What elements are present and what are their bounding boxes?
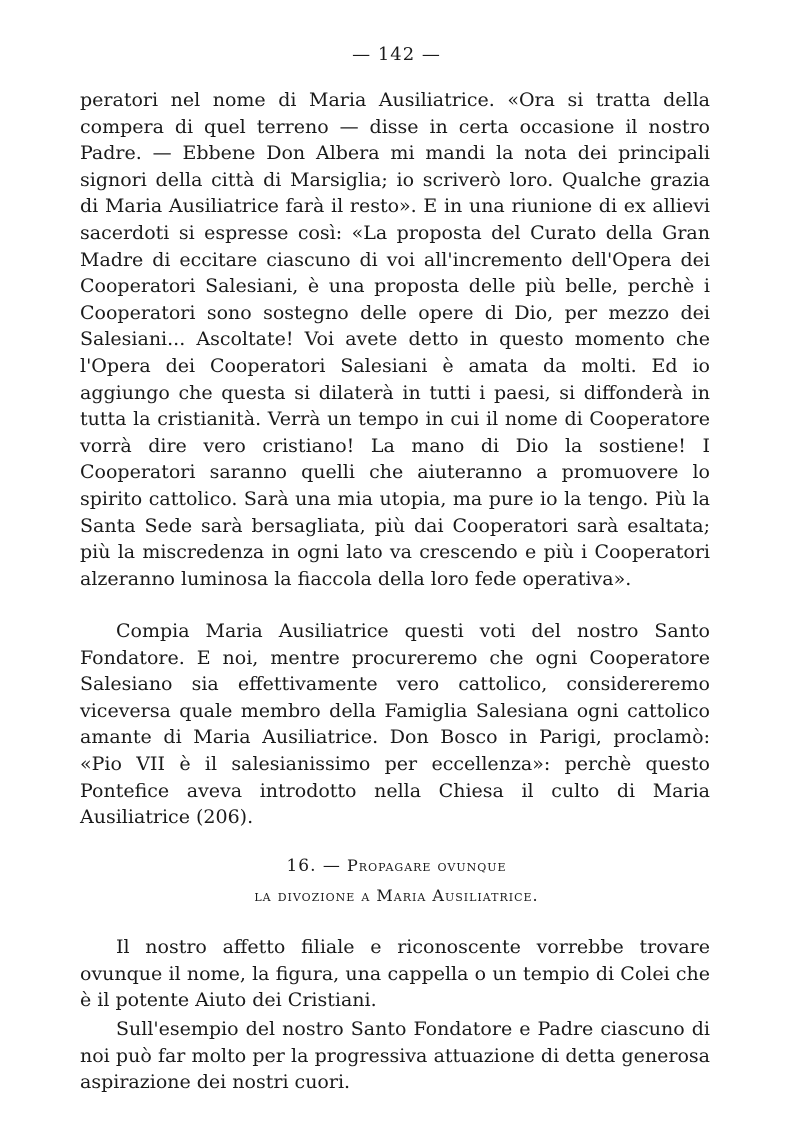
- paragraph-compia: [80, 618, 710, 831]
- page-number: — 142 —: [352, 44, 441, 65]
- section-heading-line-1: [0, 856, 793, 876]
- section-title-part-1: Propagare ovunque: [347, 856, 507, 875]
- paragraph-text: Compia Maria Ausiliatrice questi voti del nostro Santo Fondatore. E noi, mentre procureremo che ogni Cooperatore Salesiano sia effettivamente vero cattolico, considereremo viceversa quale membro della Famiglia Salesiana ogni cattolico amante di Maria Ausiliatrice. Don Bosco in Parigi, proclamò: «Pio VII è il salesianissimo per eccellenza»: perchè questo Pontefice aveva introdotto nella Chiesa il culto di Maria Ausiliatrice (206).: [80, 620, 710, 829]
- paragraph-esempio: [80, 1016, 710, 1096]
- paragraph-text: peratori nel nome di Maria Ausiliatrice. «Ora si tratta della compera di quel terreno — disse in certa occasione il nostro Padre. — Ebbene Don Albera mi mandi la nota dei principali signori della città di Marsiglia; io scriverò loro. Qualche grazia di Maria Ausiliatrice farà il resto». E in una riunione di ex allievi sacerdoti si espresse così: «La proposta del Curato della Gran Madre di eccitare ciascuno di voi all'incremento dell'Opera dei Cooperatori Salesiani, è una proposta delle più belle, perchè i Cooperatori sono sostegno delle opere di Dio, per mezzo dei Salesiani... Ascoltate! Voi avete detto in questo momento che l'Opera dei Cooperatori Salesiani è amata da molti. Ed io aggiungo che questa si dilaterà in tutti i paesi, si diffonderà in tutta la cristianità. Verrà un tempo in cui il nome di Cooperatore vorrà dire vero cristiano! La mano di Dio la sostiene! I Cooperatori saranno quelli che aiuteranno a promuovere lo spirito cattolico. Sarà una mia utopia, ma pure io la tengo. Più la Santa Sede sarà bersagliata, più dai Cooperatori sarà esaltata; più la miscredenza in ogni lato va crescendo e più i Cooperatori alzeranno luminosa la fiaccola della loro fede operativa».: [80, 89, 710, 590]
- paragraph-text: Sull'esempio del nostro Santo Fondatore e Padre ciascuno di noi può far molto per la progressiva attuazione di detta generosa aspirazione dei nostri cuori.: [80, 1018, 710, 1094]
- paragraph-continuation: [80, 87, 710, 592]
- paragraph-text: Il nostro affetto filiale e riconoscente vorrebbe trovare ovunque il nome, la figura, una cappella o un tempio di Colei che è il potente Aiuto dei Cristiani.: [80, 936, 710, 1012]
- paragraph-affetto: [80, 934, 710, 1014]
- section-number: 16. —: [286, 856, 341, 876]
- section-heading-line-2: la divozione a Maria Ausiliatrice.: [254, 886, 539, 905]
